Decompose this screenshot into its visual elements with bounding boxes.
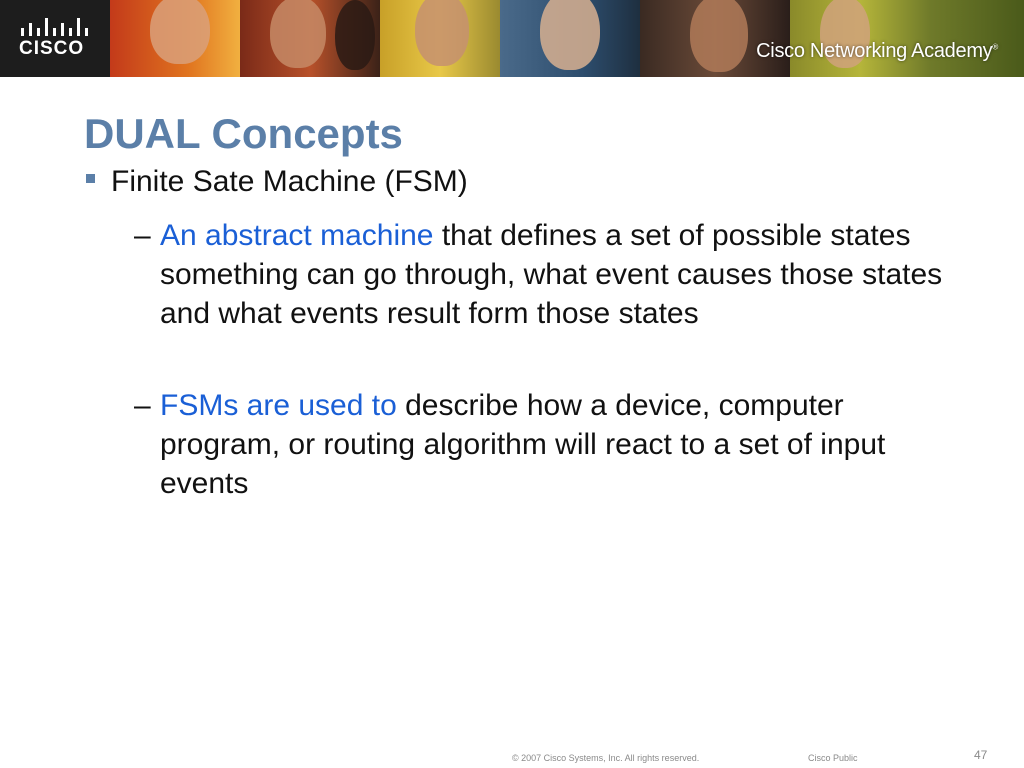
cisco-bridge-icon xyxy=(20,18,90,38)
slide-title: DUAL Concepts xyxy=(84,110,403,157)
square-bullet-icon xyxy=(86,174,95,183)
banner-photo-strip xyxy=(110,0,1024,77)
footer-copyright: © 2007 Cisco Systems, Inc. All rights reserved. xyxy=(512,753,700,763)
registered-mark: ® xyxy=(992,42,998,52)
banner-photo xyxy=(640,0,790,77)
highlighted-phrase: FSMs are used to xyxy=(160,389,397,422)
dash-bullet-icon: – xyxy=(134,219,151,252)
sub-bullet-text xyxy=(160,386,944,503)
banner-photo xyxy=(240,0,380,77)
bullet-text: Finite Sate Machine (FSM) xyxy=(111,165,468,198)
dash-bullet-icon: – xyxy=(134,389,151,422)
sub-bullet-text xyxy=(160,216,944,333)
banner-photo xyxy=(380,0,500,77)
academy-title xyxy=(756,40,998,63)
banner-photo xyxy=(110,0,240,77)
banner-photo xyxy=(790,0,1024,77)
footer-classification: Cisco Public xyxy=(808,753,858,763)
sub-bullet-item xyxy=(134,386,944,503)
sub-bullet-item xyxy=(134,216,944,333)
bullet-item xyxy=(86,165,468,199)
academy-title-text: Cisco Networking Academy xyxy=(756,40,993,62)
sub-bullet-body: describe how a device, computer program, or routing algorithm will react to a set of input events xyxy=(160,389,886,500)
highlighted-phrase: An abstract machine xyxy=(160,219,434,252)
cisco-logo xyxy=(0,0,110,77)
banner-photo xyxy=(500,0,640,77)
sub-bullet-body: that defines a set of possible states something can go through, what event causes those states and what events result form those states xyxy=(160,219,943,330)
header-banner xyxy=(0,0,1024,77)
cisco-logo-text: CISCO xyxy=(19,38,85,59)
page-number: 47 xyxy=(974,748,988,762)
